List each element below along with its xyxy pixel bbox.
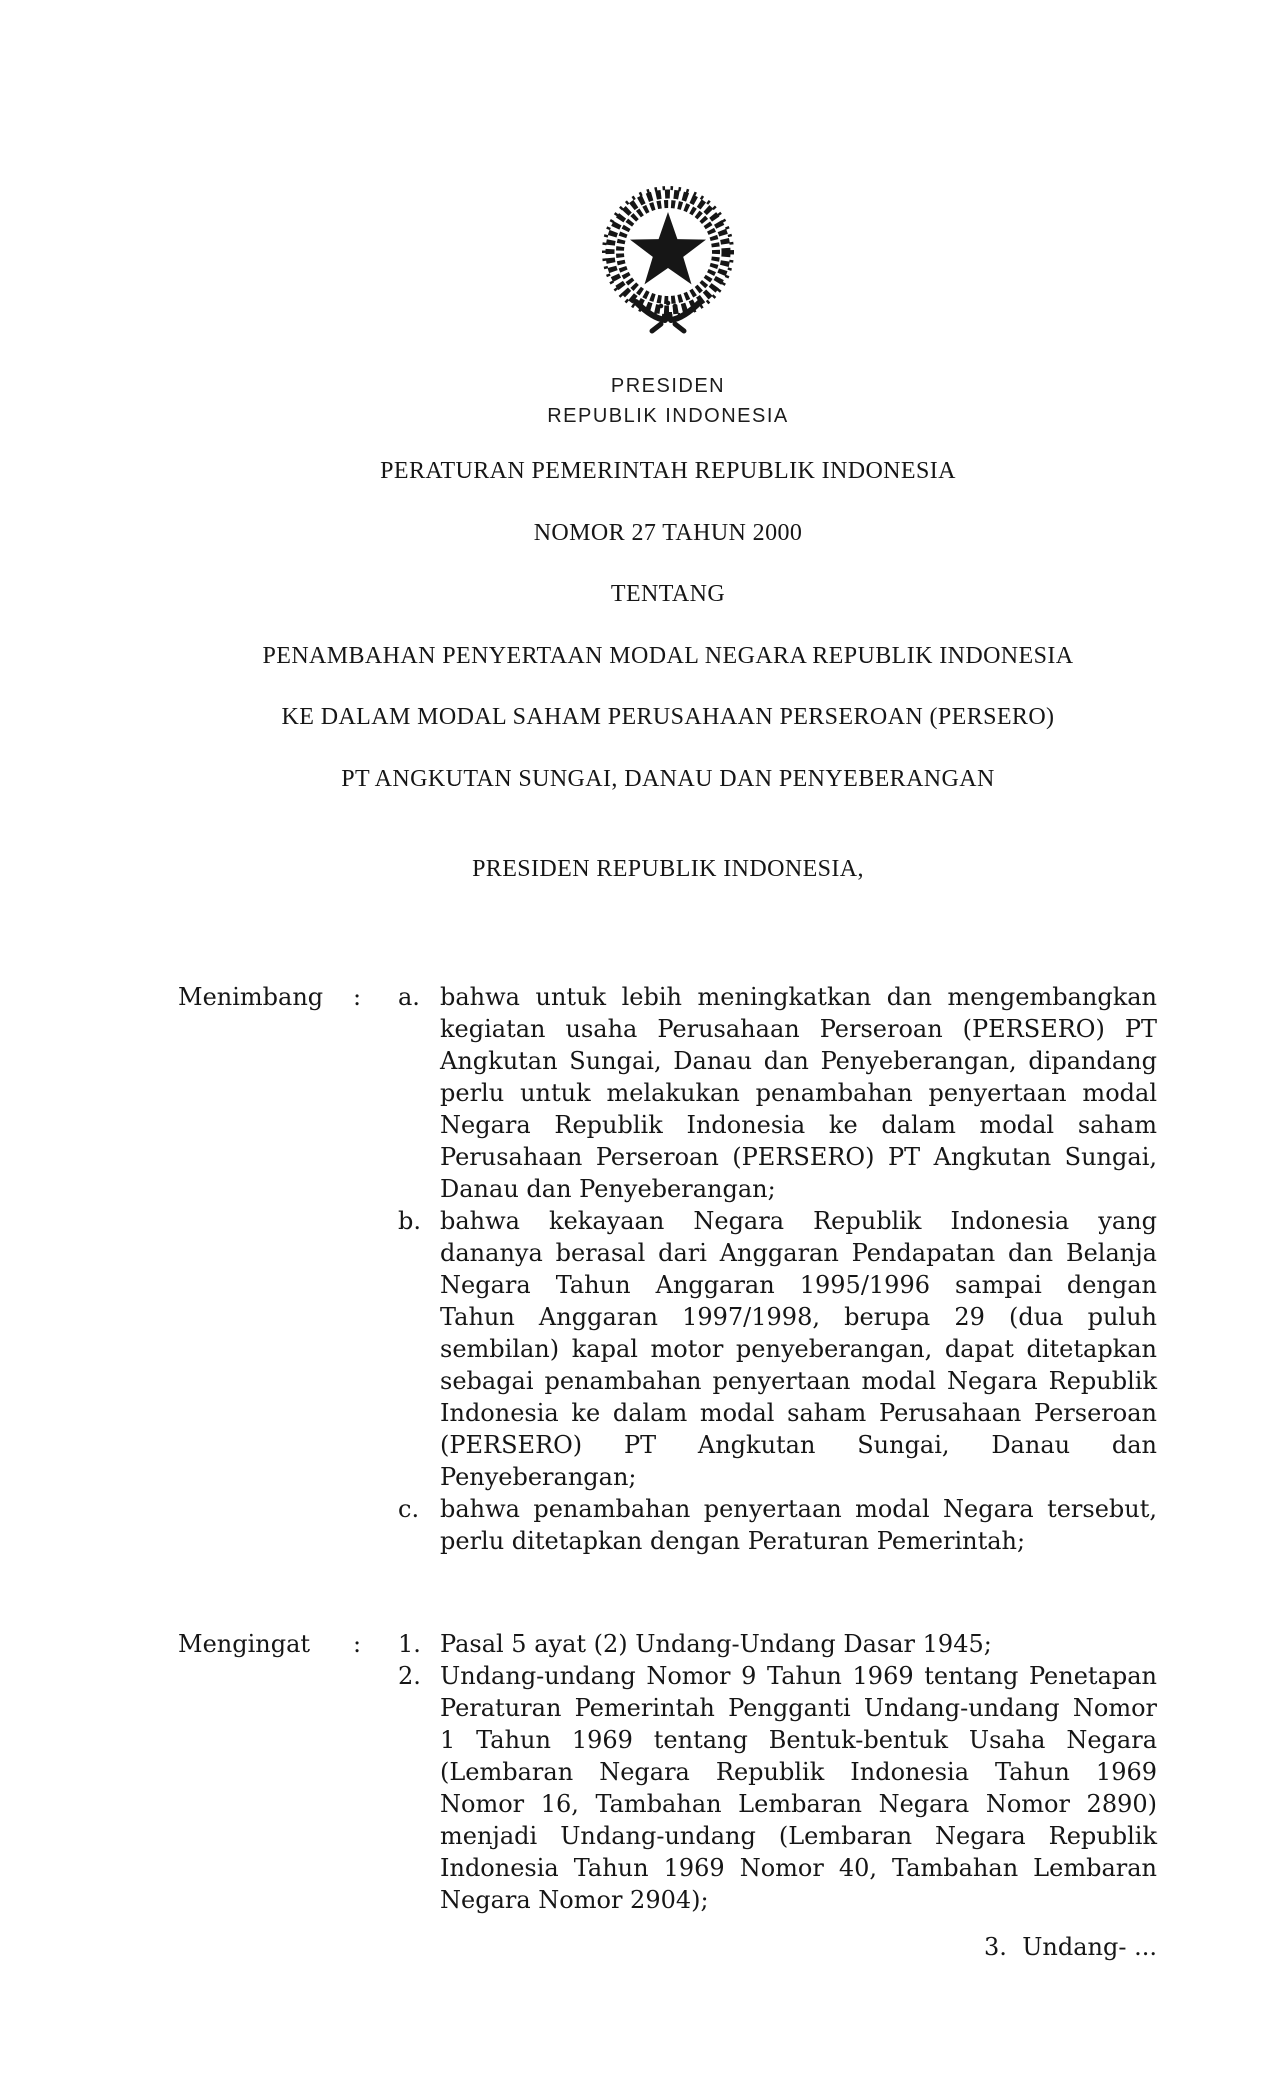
considerations-colon: : — [353, 983, 362, 1011]
regulation-title — [148, 441, 1188, 810]
list-item — [398, 1493, 1157, 1557]
title-line: NOMOR 27 TAHUN 2000 — [533, 519, 803, 546]
salutation-line: PRESIDEN REPUBLIK INDONESIA, — [472, 856, 864, 882]
text-line: menjadi Undang-undang (Lembaran Negara Republik — [440, 1822, 1157, 1850]
title-line: KE DALAM MODAL SAHAM PERUSAHAAN PERSEROAN (PERSERO) — [281, 704, 1055, 730]
text-line: sembilan) kapal motor penyeberangan, dapat ditetapkan — [440, 1335, 1157, 1363]
text-line: Indonesia Tahun 1969 Nomor 40, Tambahan Lembaran — [440, 1854, 1157, 1882]
text-line: Nomor 16, Tambahan Lembaran Negara Nomor 2890) — [440, 1790, 1157, 1818]
text-line: Perusahaan Perseroan (PERSERO) PT Angkutan Sungai, — [440, 1143, 1157, 1171]
text-line: kegiatan usaha Perusahaan Perseroan (PERSERO) PT — [440, 1015, 1157, 1043]
text-line: Peraturan Pemerintah Pengganti Undang-undang Nomor — [440, 1694, 1157, 1722]
text-line: perlu untuk melakukan penambahan penyertaan modal — [440, 1079, 1157, 1107]
considerations-section — [178, 981, 1157, 1557]
text-line: Negara Republik Indonesia ke dalam modal saham — [440, 1111, 1157, 1139]
text-line: Penyeberangan; — [440, 1463, 637, 1491]
title-line: PERATURAN PEMERINTAH REPUBLIK INDONESIA — [380, 458, 956, 484]
text-line: Danau dan Penyeberangan; — [440, 1175, 776, 1203]
letterhead-republik-indonesia: REPUBLIK INDONESIA — [547, 405, 789, 427]
text-line: perlu ditetapkan dengan Peraturan Pemerintah; — [440, 1527, 1026, 1555]
text-line: Undang-undang Nomor 9 Tahun 1969 tentang Penetapan — [440, 1662, 1157, 1690]
item-marker: a. — [398, 983, 420, 1011]
text-line: bahwa kekayaan Negara Republik Indonesia yang — [440, 1207, 1157, 1235]
text-line: Pasal 5 ayat (2) Undang-Undang Dasar 1945; — [440, 1630, 992, 1658]
letterhead — [418, 371, 918, 431]
text-line: Tahun Anggaran 1997/1998, berupa 29 (dua puluh — [440, 1303, 1157, 1331]
text-line: bahwa penambahan penyertaan modal Negara tersebut, — [440, 1495, 1157, 1523]
star-in-laurel-wreath-emblem-icon — [586, 176, 750, 336]
star-icon — [630, 212, 706, 284]
item-marker: b. — [398, 1207, 421, 1235]
legal-basis-section — [178, 1628, 1157, 1916]
text-line: (PERSERO) PT Angkutan Sungai, Danau dan — [440, 1431, 1157, 1459]
title-line: PENAMBAHAN PENYERTAAN MODAL NEGARA REPUBLIK INDONESIA — [262, 642, 1074, 669]
item-marker: c. — [398, 1495, 420, 1523]
text-line: (Lembaran Negara Republik Indonesia Tahun 1969 — [440, 1758, 1157, 1786]
considerations-items — [398, 981, 1157, 1557]
text-line: bahwa untuk lebih meningkatkan dan mengembangkan — [440, 983, 1157, 1011]
text-line: sebagai penambahan penyertaan modal Negara Republik — [440, 1367, 1157, 1395]
title-line: TENTANG — [610, 581, 726, 607]
legal-basis-label: Mengingat — [178, 1630, 311, 1658]
list-item — [398, 1660, 1157, 1916]
continuation-catchword: 3. Undang- ... — [984, 1933, 1157, 1961]
letterhead-presiden: PRESIDEN — [610, 375, 726, 397]
list-item — [398, 1205, 1157, 1493]
considerations-label: Menimbang — [178, 983, 324, 1011]
item-marker: 1. — [398, 1630, 421, 1658]
legal-basis-colon: : — [353, 1630, 362, 1658]
text-line: Indonesia ke dalam modal saham Perusahaan Perseroan — [440, 1399, 1157, 1427]
title-line: PT ANGKUTAN SUNGAI, DANAU DAN PENYEBERANGAN — [341, 765, 995, 792]
list-item — [398, 981, 1157, 1205]
legal-basis-items — [398, 1628, 1157, 1916]
text-line: 1 Tahun 1969 tentang Bentuk-bentuk Usaha Negara — [440, 1726, 1157, 1754]
text-line: Negara Tahun Anggaran 1995/1996 sampai dengan — [440, 1271, 1157, 1299]
item-marker: 2. — [398, 1662, 421, 1690]
text-line: Negara Nomor 2904); — [440, 1886, 709, 1914]
text-line: Angkutan Sungai, Danau dan Penyeberangan, dipandang — [440, 1047, 1157, 1075]
list-item — [398, 1628, 1157, 1660]
text-line: dananya berasal dari Anggaran Pendapatan dan Belanja — [440, 1239, 1157, 1267]
